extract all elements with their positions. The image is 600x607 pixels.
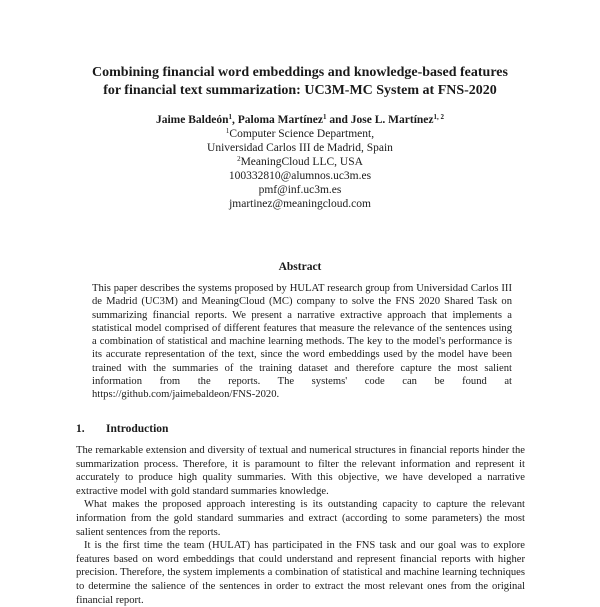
paper-title-line-2: for financial text summarization: UC3M-MC System at FNS-2020 [103,83,497,98]
affiliation-2-line-1 [40,155,560,169]
affiliation-1-department: Computer Science Department, [229,128,375,140]
author-1: Jaime Baldeón [155,114,229,126]
paragraph: The remarkable extension and diversity of textual and numerical structures in financial reports hinder the summarization process. Therefore, it is paramount to filter the relevant information and represent it accurately to produce high quality summaries. With this objective, we have developed a narrative extractive model with gold standard summaries knowledge. [76,445,525,497]
section-body [76,444,525,607]
section-heading [76,423,168,435]
author-block [40,113,560,211]
abstract-text: This paper describes the systems proposed by HULAT research group from Universidad Carlos III de Madrid (UC3M) and MeaningCloud (MC) company to solve the FNS 2020 Shared Task on summarizing financial reports. We present a narrative extractive approach that implements a statistical model comprised of different features that measure the relevance of the sentences using a combination of statistical and machine learning methods. The key to the model's performance is its accurate representation of the text, since the word embeddings used by the model have been trained with the summaries of the training dataset and therefore capture the most salient information from the reports. The systems' code can be found at https://github.com/jaimebaldeon/FNS-2020. [92,283,512,401]
abstract-body [92,282,512,402]
email-3: jmartinez@meaningcloud.com [229,198,371,210]
paragraph: What makes the proposed approach interesting is its outstanding capacity to capture the relevant information from the gold standard summaries and extract (according to some parameters) the most salient sentences from the reports. [76,499,525,538]
author-2-affiliation-mark: 1 [323,113,327,121]
author-names [40,113,560,127]
affiliation-2-company: MeaningCloud LLC, USA [240,156,363,168]
author-separator: and [326,114,351,126]
email-2: pmf@inf.uc3m.es [258,184,342,196]
section-title: Introduction [106,423,169,435]
abstract-heading: Abstract [278,261,322,273]
affiliation-1-line-1 [40,127,560,141]
affiliation-2-mark: 2 [237,155,241,163]
author-1-affiliation-mark: 1 [228,113,232,121]
affiliation-1-mark: 1 [225,127,230,135]
affiliation-1-line-2: Universidad Carlos III de Madrid, Spain [207,142,393,154]
email-1: 100332810@alumnos.uc3m.es [228,170,372,182]
section-number: 1. [76,423,85,435]
paragraph: It is the first time the team (HULAT) has participated in the FNS task and our goal was to explore features based on word embeddings that could understand and represent financial reports with higher precision. Therefore, the system implements a combination of statistical and machine learning techniques to determine the salience of the sentences in order to extract the most relevant ones from the original financial report. [76,540,525,606]
author-separator: , [231,114,238,126]
paper-title [40,64,560,100]
author-3: Jose L. Martínez [350,114,434,126]
author-2: Paloma Martínez [237,114,323,126]
paper-title-line-1: Combining financial word embeddings and knowledge-based features [92,65,508,80]
author-3-affiliation-mark: 1, 2 [433,113,445,121]
